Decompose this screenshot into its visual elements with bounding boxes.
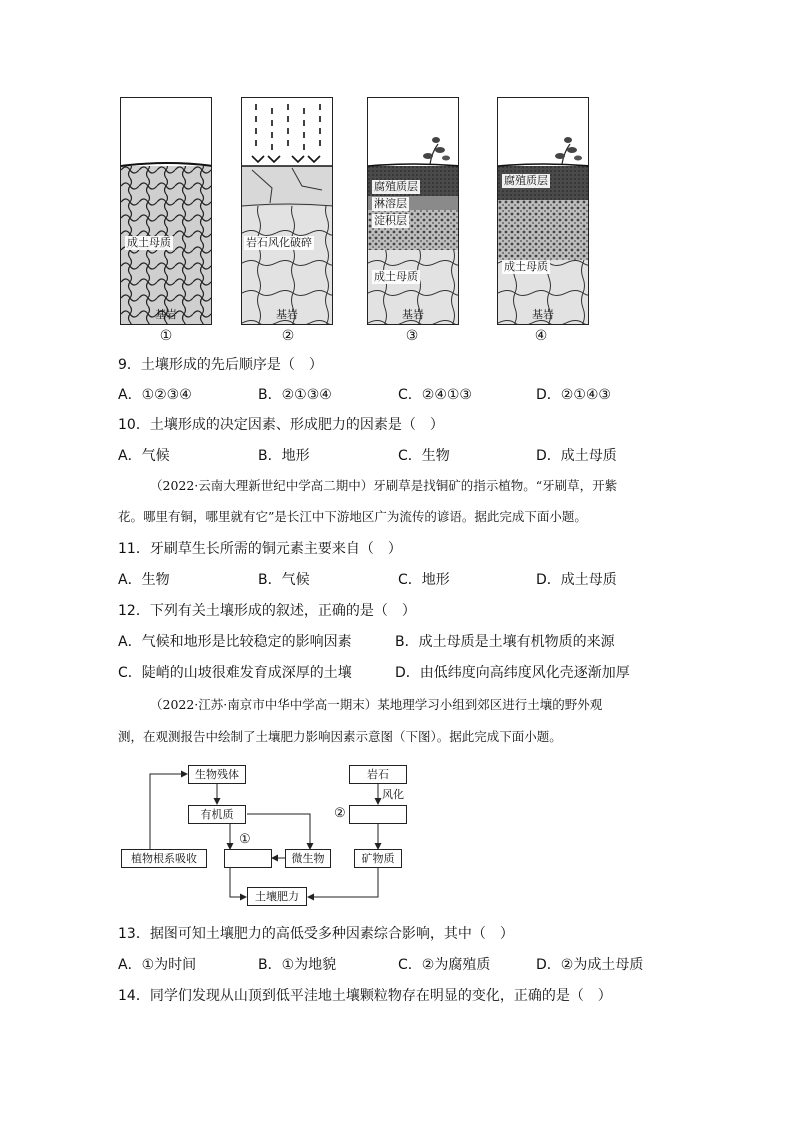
intro-1-line-1: （2022·云南大理新世纪中学高二期中）牙刷草是找铜矿的指示植物。“牙刷草，开紫 <box>150 478 618 493</box>
question-14-stem: 14．同学们发现从山顶到低平洼地土壤颗粒物存在明显的变化，正确的是（ ） <box>118 988 612 1004</box>
q11-option-b[interactable]: B．气候 <box>258 572 310 588</box>
plant-icon <box>423 137 450 164</box>
soil-panel-2 <box>241 97 333 325</box>
q9-option-a[interactable]: A．①②③④ <box>118 387 192 403</box>
q11-option-a[interactable]: A．生物 <box>118 572 170 588</box>
question-9-stem: 9．土壤形成的先后顺序是（ ） <box>118 357 323 373</box>
q10-option-b[interactable]: B．地形 <box>258 448 310 464</box>
question-10-stem: 10．土壤形成的决定因素、形成肥力的因素是（ ） <box>118 417 444 433</box>
box-rock: 岩石 <box>349 765 407 784</box>
soil-panel-3-drawing <box>368 98 459 325</box>
box-minerals: 矿物质 <box>354 849 402 868</box>
soil-panel-4-drawing <box>498 98 589 325</box>
box-biological-residue: 生物残体 <box>188 765 246 784</box>
soil-panel-3 <box>367 97 459 325</box>
marker-2: ② <box>334 806 346 821</box>
q12-option-b[interactable]: B．成土母质是土壤有机物质的来源 <box>395 634 615 650</box>
rain-marks <box>252 104 320 162</box>
q12-option-c[interactable]: C．陡峭的山坡很难发育成深厚的土壤 <box>118 665 352 681</box>
panel-4-label-humus: 腐殖质层 <box>504 174 548 187</box>
q12-option-a[interactable]: A．气候和地形是比较稳定的影响因素 <box>118 634 352 650</box>
box-microorganism: 微生物 <box>285 849 331 868</box>
panel-1-bedrock-label: 基岩 <box>155 308 177 321</box>
intro-1-line-2: 花。哪里有铜，哪里就有它”是长江中下游地区广为流传的谚语。据此完成下面小题。 <box>118 509 587 524</box>
panel-3-number: ③ <box>405 328 419 344</box>
panel-4-bedrock-label: 基岩 <box>532 308 554 321</box>
q13-option-a[interactable]: A．①为时间 <box>118 957 197 973</box>
q11-option-d[interactable]: D．成土母质 <box>536 572 617 588</box>
box-soil-fertility: 土壤肥力 <box>247 887 307 906</box>
panel-2-bedrock-label: 基岩 <box>276 308 298 321</box>
q11-option-c[interactable]: C．地形 <box>398 572 450 588</box>
soil-panel-1 <box>120 97 212 325</box>
panel-4-number: ④ <box>534 328 548 344</box>
panel-3-label-eluviation: 淋溶层 <box>374 197 407 210</box>
box-blank-1 <box>224 849 272 868</box>
question-12-stem: 12．下列有关土壤形成的叙述，正确的是（ ） <box>118 603 416 619</box>
q12-option-d[interactable]: D．由低纬度向高纬度风化壳逐渐加厚 <box>395 665 630 681</box>
question-11-stem: 11．牙刷草生长所需的铜元素主要来自（ ） <box>118 541 402 557</box>
q9-option-d[interactable]: D．②①④③ <box>536 387 611 403</box>
panel-4-label-parent-material: 成土母质 <box>504 260 548 273</box>
plant-icon <box>555 137 582 164</box>
q13-option-c[interactable]: C．②为腐殖质 <box>398 957 491 973</box>
box-organic-matter: 有机质 <box>188 805 246 824</box>
panel-1-label-parent-material: 成土母质 <box>127 236 171 249</box>
soil-panel-2-drawing <box>242 98 333 325</box>
soil-panel-1-drawing <box>121 98 212 325</box>
marker-1: ① <box>239 832 251 847</box>
question-13-stem: 13．据图可知土壤肥力的高低受多种因素综合影响，其中（ ） <box>118 926 514 942</box>
panel-3-label-illuviation: 淀积层 <box>374 214 407 227</box>
box-plant-root-absorption: 植物根系吸收 <box>121 849 207 868</box>
panel-3-bedrock-label: 基岩 <box>402 308 424 321</box>
q9-option-b[interactable]: B．②①③④ <box>258 387 332 403</box>
soil-panel-4 <box>497 97 589 325</box>
q9-option-c[interactable]: C．②④①③ <box>398 387 472 403</box>
panel-3-label-parent-material: 成土母质 <box>374 270 418 283</box>
panel-2-label-weathering: 岩石风化破碎 <box>246 236 312 249</box>
panel-2-number: ② <box>281 328 295 344</box>
panel-3-label-humus: 腐殖质层 <box>374 180 418 193</box>
q13-option-b[interactable]: B．①为地貌 <box>258 957 337 973</box>
q10-option-a[interactable]: A．气候 <box>118 448 170 464</box>
q13-option-d[interactable]: D．②为成土母质 <box>536 957 644 973</box>
label-weathering: 风化 <box>382 788 404 801</box>
q10-option-c[interactable]: C．生物 <box>398 448 450 464</box>
intro-2-line-1: （2022·江苏·南京市中华中学高一期末）某地理学习小组到郊区进行土壤的野外观 <box>150 697 603 712</box>
intro-2-line-2: 测，在观测报告中绘制了土壤肥力影响因素示意图（下图）。据此完成下面小题。 <box>118 729 562 744</box>
box-blank-2 <box>349 805 407 824</box>
panel-1-number: ① <box>159 328 173 344</box>
q10-option-d[interactable]: D．成土母质 <box>536 448 617 464</box>
